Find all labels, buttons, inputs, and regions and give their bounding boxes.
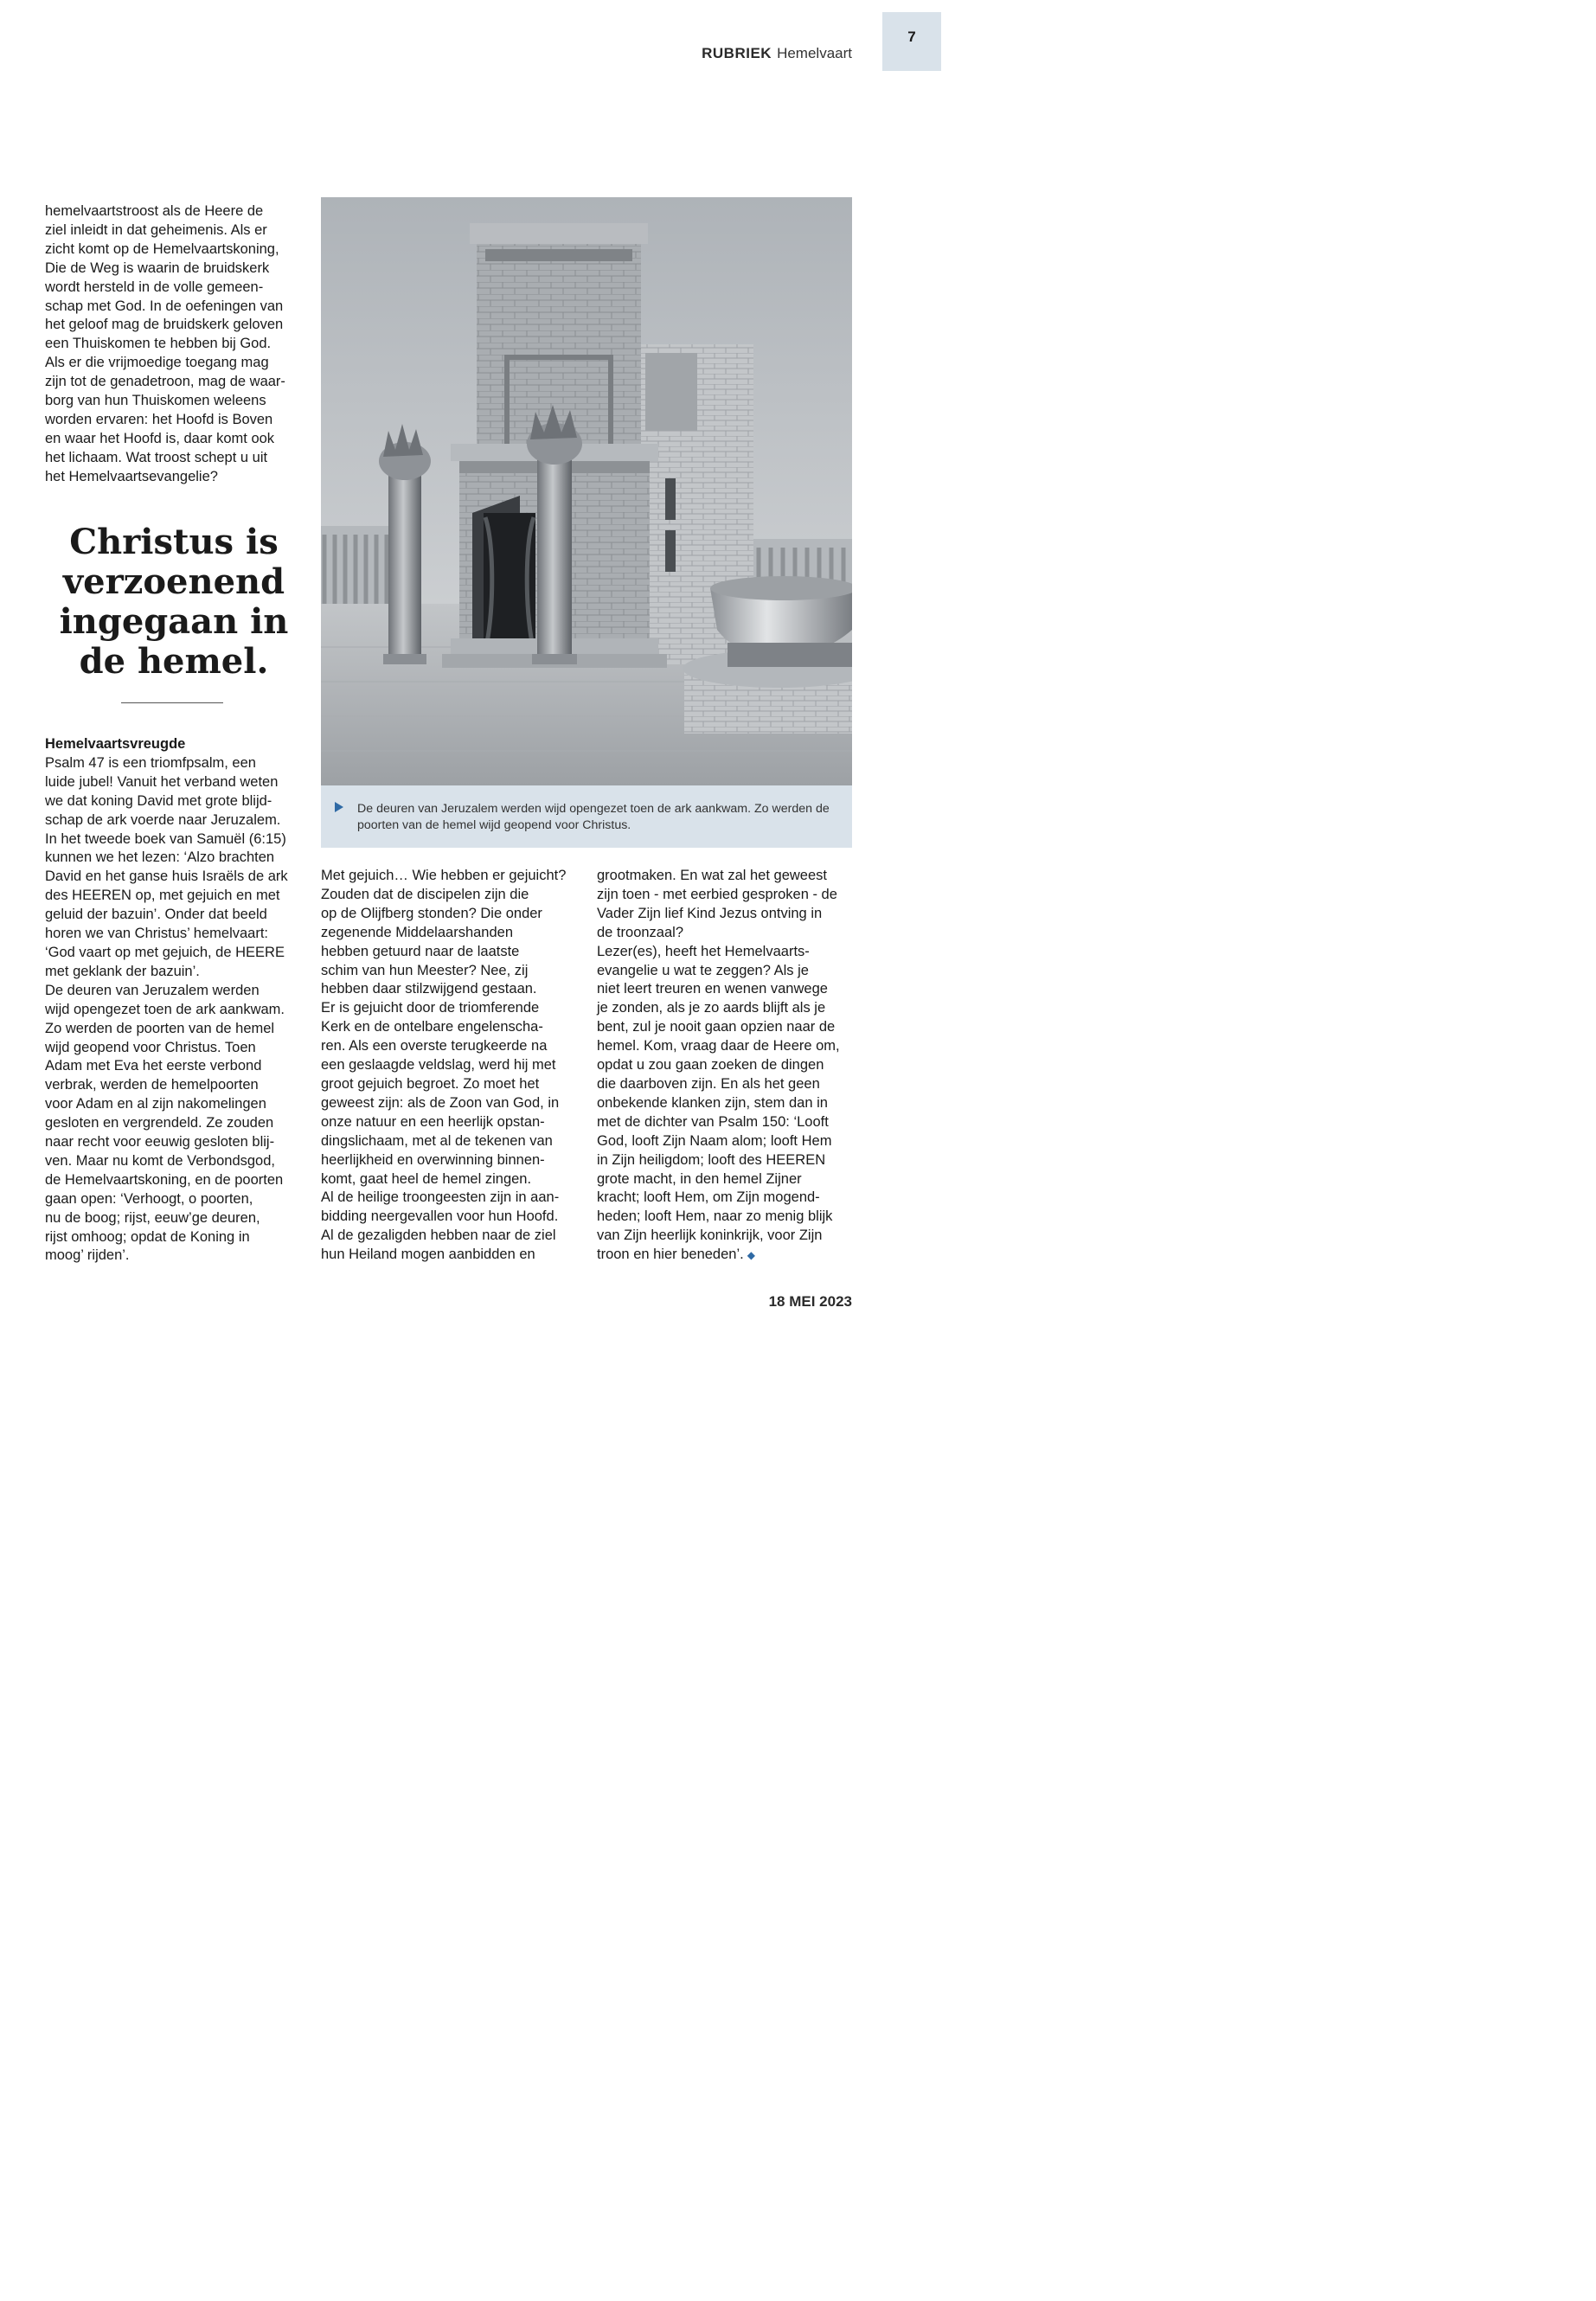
text-line: onze natuur en een heerlijk opstan- bbox=[321, 1113, 545, 1130]
photo-caption bbox=[321, 785, 852, 848]
caption-line: poorten van de hemel wijd geopend voor Christus. bbox=[357, 818, 631, 832]
running-header bbox=[702, 45, 852, 62]
text-line: verbrak, werden de hemelpoorten bbox=[45, 1077, 259, 1093]
text-line: zijn toen - met eerbied gesproken - de bbox=[597, 886, 837, 902]
text-line: moog’ rijden’. bbox=[45, 1247, 130, 1264]
text-line: heden; looft Hem, naar zo menig blijk bbox=[597, 1208, 833, 1225]
text-line: met geklank der bazuin’. bbox=[45, 963, 200, 979]
text-line: die daarboven zijn. En als het geen bbox=[597, 1075, 820, 1092]
text-line: hebben getuurd naar de laatste bbox=[321, 943, 520, 959]
text-line: wijd geopend voor Christus. Toen bbox=[45, 1039, 256, 1055]
text-line: gaan open: ‘Verhoogt, o poorten, bbox=[45, 1190, 253, 1207]
text-line: heerlijkheid en overwinning binnen- bbox=[321, 1151, 545, 1168]
text-line: nu de boog; rijst, eeuw’ge deuren, bbox=[45, 1209, 260, 1226]
text-line: voor Adam en al zijn nakomelingen bbox=[45, 1096, 266, 1112]
text-line: De deuren van Jeruzalem werden bbox=[45, 982, 260, 998]
pull-quote-line: de hemel. bbox=[79, 641, 269, 682]
text-line: de Hemelvaartskoning, en de poorten bbox=[45, 1171, 284, 1188]
text-line: hun Heiland mogen aanbidden en bbox=[321, 1247, 535, 1263]
text-line: we dat koning David met grote blijd- bbox=[45, 792, 272, 809]
text-line: geweest zijn: als de Zoon van God, in bbox=[321, 1094, 560, 1111]
temple-photo bbox=[321, 197, 852, 785]
text-line: en waar het Hoofd is, daar komt ook bbox=[45, 430, 275, 446]
text-line: Al de gezaligden hebben naar de ziel bbox=[321, 1227, 556, 1244]
text-line: evangelie u wat te zeggen? Als je bbox=[597, 962, 809, 978]
column-1-top bbox=[45, 202, 304, 487]
text-line: groot gejuich begroet. Zo moet het bbox=[321, 1075, 540, 1092]
text-line: zegenende Middelaarshanden bbox=[321, 924, 514, 940]
text-line: je zonden, als je zo aards blijft als je bbox=[597, 1000, 826, 1016]
text-line: een geslaagde veldslag, werd hij met bbox=[321, 1057, 556, 1074]
section-subheading: Hemelvaartsvreugde bbox=[45, 736, 186, 752]
rubric-label: RUBRIEK bbox=[702, 45, 772, 61]
text-line: dingslichaam, met al de tekenen van bbox=[321, 1132, 553, 1149]
pull-quote-line: verzoenend bbox=[62, 561, 285, 602]
end-diamond-icon: ◆ bbox=[747, 1249, 755, 1262]
text-line: horen we van Christus’ hemelvaart: bbox=[45, 926, 269, 942]
text-line: van Zijn heerlijk koninkrijk, voor Zijn bbox=[597, 1227, 823, 1244]
text-line: Kerk en de ontelbare engelenscha- bbox=[321, 1019, 543, 1035]
text-line: troon en hier beneden’. bbox=[597, 1247, 744, 1263]
text-line: hebben daar stilzwijgend gestaan. bbox=[321, 981, 537, 997]
text-line: des HEEREN op, met gejuich en met bbox=[45, 888, 280, 904]
text-line: David en het ganse huis Israëls de ark bbox=[45, 868, 288, 885]
text-line: kracht; looft Hem, om Zijn mogend- bbox=[597, 1189, 820, 1206]
pull-quote-divider bbox=[121, 702, 223, 703]
text-line: op de Olijfberg stonden? Die onder bbox=[321, 905, 542, 921]
text-line: Zo werden de poorten van de hemel bbox=[45, 1020, 275, 1036]
text-line: schap de ark voerde naar Jeruzalem. bbox=[45, 811, 281, 828]
text-line: Al de heilige troongeesten zijn in aan- bbox=[321, 1189, 560, 1206]
pull-quote bbox=[45, 522, 303, 682]
page-number: 7 bbox=[882, 12, 941, 71]
text-line: Adam met Eva het eerste verbond bbox=[45, 1058, 262, 1074]
text-line: In het tweede boek van Samuël (6:15) bbox=[45, 830, 286, 847]
issue-date: 18 MEI 2023 bbox=[768, 1293, 852, 1310]
text-line: opdat u zou gaan zoeken de dingen bbox=[597, 1057, 824, 1074]
text-line: ven. Maar nu komt de Verbondsgod, bbox=[45, 1152, 275, 1169]
text-line: wijd opengezet toen de ark aankwam. bbox=[45, 1001, 285, 1017]
section-label: Hemelvaart bbox=[777, 45, 852, 61]
text-line: in Zijn heiligdom; looft des HEEREN bbox=[597, 1151, 826, 1168]
text-line: hemelvaartstroost als de Heere de bbox=[45, 203, 264, 219]
text-line: grootmaken. En wat zal het geweest bbox=[597, 868, 827, 883]
text-line: schap met God. In de oefeningen van bbox=[45, 298, 284, 314]
text-line: Als er die vrijmoedige toegang mag bbox=[45, 355, 269, 371]
text-line: wordt hersteld in de volle gemeen- bbox=[45, 279, 264, 295]
text-line: borg van hun Thuiskomen weleens bbox=[45, 393, 266, 409]
text-line: een Thuiskomen te hebben bij God. bbox=[45, 336, 272, 352]
text-line: ziel inleidt in dat geheimenis. Als er bbox=[45, 221, 267, 238]
text-line: Er is gejuicht door de triomferende bbox=[321, 1000, 540, 1016]
text-line: grote macht, in den hemel Zijner bbox=[597, 1170, 802, 1187]
text-line: de troonzaal? bbox=[597, 924, 683, 940]
text-line: komt, gaat heel de hemel zingen. bbox=[321, 1170, 532, 1187]
caption-arrow-icon bbox=[335, 802, 343, 812]
text-line: naar recht voor eeuwig gesloten blij- bbox=[45, 1134, 275, 1150]
text-line: Zouden dat de discipelen zijn die bbox=[321, 886, 529, 902]
text-line-last bbox=[597, 1246, 856, 1266]
text-line: Die de Weg is waarin de bruidskerk bbox=[45, 260, 270, 276]
text-line: God, looft Zijn Naam alom; looft Hem bbox=[597, 1132, 832, 1149]
text-line: gesloten en vergrendeld. Ze zouden bbox=[45, 1115, 274, 1131]
pull-quote-line: ingegaan in bbox=[59, 601, 289, 642]
column-2 bbox=[321, 867, 580, 1265]
text-line: het lichaam. Wat troost schept u uit bbox=[45, 449, 268, 465]
text-line: geluid der bazuin’. Onder dat beeld bbox=[45, 907, 267, 923]
text-line: onbekende klanken zijn, stem dan in bbox=[597, 1094, 828, 1111]
text-line: ren. Als een overste terugkeerde na bbox=[321, 1038, 548, 1054]
caption-line: De deuren van Jeruzalem werden wijd opengezet toen de ark aankwam. Zo werden de bbox=[357, 802, 830, 816]
text-line: zijn tot de genadetroon, mag de waar- bbox=[45, 374, 285, 390]
text-line: hemel. Kom, vraag daar de Heere om, bbox=[597, 1038, 840, 1054]
text-line: kunnen we het lezen: ‘Alzo brachten bbox=[45, 849, 275, 866]
text-line: het geloof mag de bruidskerk geloven bbox=[45, 317, 284, 333]
column-3 bbox=[597, 867, 856, 1266]
text-line: Lezer(es), heeft het Hemelvaarts- bbox=[597, 943, 810, 959]
text-line: het Hemelvaartsevangelie? bbox=[45, 468, 218, 484]
text-line: bent, zul je nooit gaan opzien naar de bbox=[597, 1019, 836, 1035]
text-line: Met gejuich… Wie hebben er gejuicht? bbox=[321, 868, 567, 883]
text-line: schim van hun Meester? Nee, zij bbox=[321, 962, 529, 978]
column-1-bottom bbox=[45, 735, 304, 1266]
text-line: Vader Zijn lief Kind Jezus ontving in bbox=[597, 905, 823, 921]
text-line: niet leert treuren en wenen vanwege bbox=[597, 981, 828, 997]
text-line: zicht komt op de Hemelvaartskoning, bbox=[45, 240, 279, 257]
pull-quote-line: Christus is bbox=[69, 522, 279, 562]
text-line: ‘God vaart op met gejuich, de HEERE bbox=[45, 944, 285, 960]
text-line: Psalm 47 is een triomfpsalm, een bbox=[45, 754, 256, 771]
text-line: luide jubel! Vanuit het verband weten bbox=[45, 773, 279, 790]
text-line: worden ervaren: het Hoofd is Boven bbox=[45, 411, 273, 427]
text-line: bidding neergevallen voor hun Hoofd. bbox=[321, 1208, 559, 1225]
text-line: rijst omhoog; opdat de Koning in bbox=[45, 1228, 250, 1245]
text-line: met de dichter van Psalm 150: ‘Looft bbox=[597, 1113, 829, 1130]
